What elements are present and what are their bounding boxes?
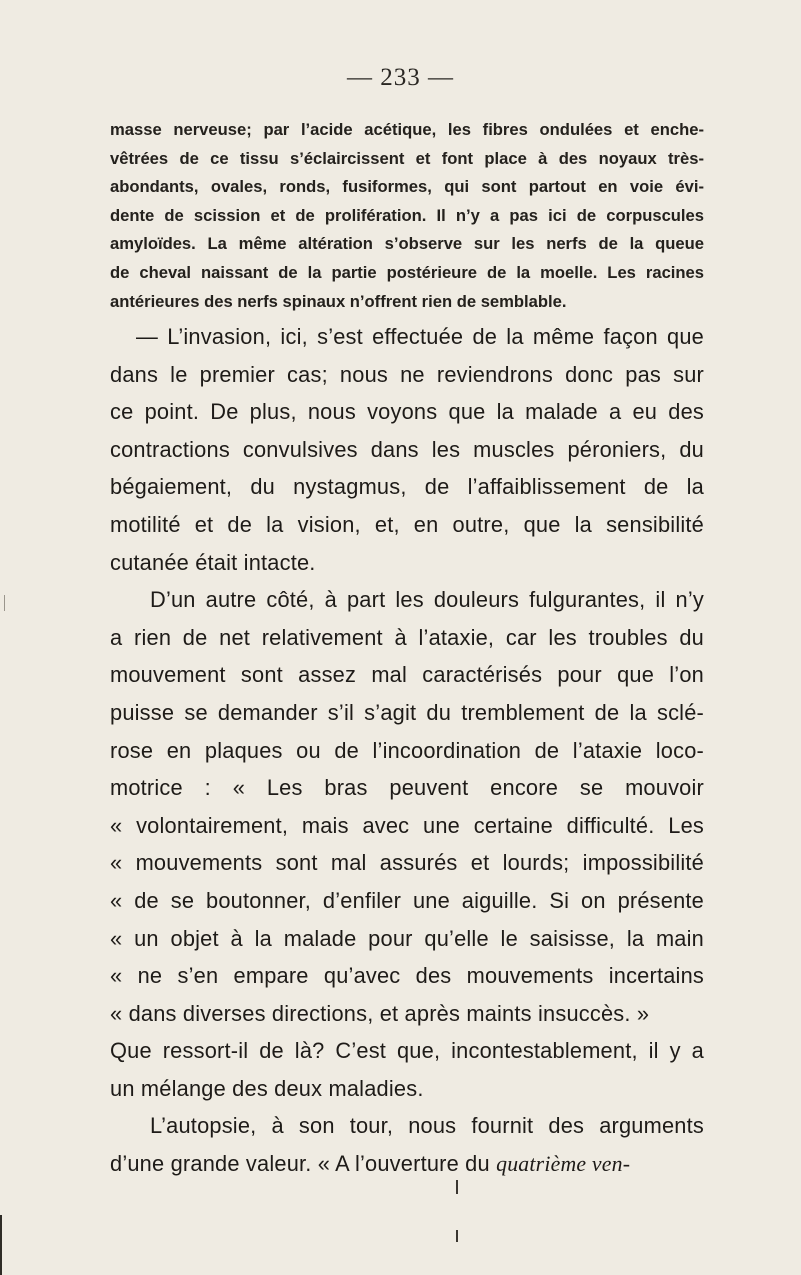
- text-line: motrice : « Les bras peuvent encore se mouvoir: [110, 775, 704, 801]
- text-line: — L’invasion, ici, s’est effectuée de la même façon que: [136, 324, 704, 349]
- italic-text-segment: quatrième ven-: [496, 1152, 631, 1177]
- text-line: « un objet à la malade pour qu’elle le saisisse, la main: [110, 925, 704, 951]
- text-line: motilité et de la vision, et, en outre, que la sensibilité: [110, 511, 704, 537]
- text-line: abondants, ovales, ronds, fusiformes, qui sont partout en voie évi-: [110, 177, 704, 197]
- text-line: ce point. De plus, nous voyons que la malade a eu des: [110, 399, 704, 425]
- text-line: rose en plaques ou de l’incoordination de l’ataxie loco-: [110, 737, 704, 763]
- text-line: vêtrées de ce tissu s’éclaircissent et font place à des noyaux très-: [110, 148, 704, 168]
- ink-speck: [4, 595, 5, 611]
- text-line: contractions convulsives dans les muscles péroniers, du: [110, 436, 704, 462]
- page-number: — 233 —: [347, 64, 454, 91]
- text-line: amyloïdes. La même altération s’observe sur les nerfs de la queue: [110, 234, 704, 254]
- ink-speck: [456, 1230, 458, 1242]
- text-line: antérieures des nerfs spinaux n’offrent rien de semblable.: [110, 291, 567, 311]
- text-line: « ne s’en empare qu’avec des mouvements incertains: [110, 963, 704, 989]
- text-line: dans le premier cas; nous ne reviendrons donc pas sur: [110, 361, 704, 387]
- text-line: un mélange des deux maladies.: [110, 1075, 424, 1101]
- ink-speck: [456, 1180, 458, 1194]
- text-line: Que ressort-il de là? C’est que, incontestablement, il y a: [110, 1038, 704, 1064]
- text-line: bégaiement, du nystagmus, de l’affaiblissement de la: [110, 474, 704, 500]
- small-print-paragraph: [110, 116, 704, 316]
- text-line: dente de scission et de prolifération. Il n’y a pas ici de corpuscules: [110, 205, 704, 225]
- text-line: « mouvements sont mal assurés et lourds; impossibilité: [110, 850, 704, 876]
- text-line: mouvement sont assez mal caractérisés pour que l’on: [110, 662, 704, 688]
- text-line: [110, 1145, 704, 1184]
- text-line: « dans diverses directions, et après maints insuccès. »: [110, 1000, 650, 1026]
- text-line: de cheval naissant de la partie postérieure de la moelle. Les racines: [110, 262, 704, 282]
- text-line: « de se boutonner, d’enfiler une aiguille. Si on présente: [110, 887, 704, 913]
- text-line: masse nerveuse; par l’acide acétique, les fibres ondulées et enche-: [110, 120, 704, 139]
- text-segment: d’une grande valeur. « A l’ouverture du: [110, 1151, 497, 1177]
- text-line: D’un autre côté, à part les douleurs fulgurantes, il n’y: [150, 587, 704, 613]
- text-line: a rien de net relativement à l’ataxie, car les troubles du: [110, 624, 704, 650]
- text-line: « volontairement, mais avec une certaine difficulté. Les: [110, 812, 704, 838]
- main-text: [110, 318, 704, 1184]
- text-line: puisse se demander s’il s’agit du tremblement de la sclé-: [110, 699, 704, 725]
- text-line: cutanée était intacte.: [110, 549, 316, 575]
- text-line: L’autopsie, à son tour, nous fournit des arguments: [150, 1113, 704, 1139]
- page-edge-line: [0, 1215, 2, 1275]
